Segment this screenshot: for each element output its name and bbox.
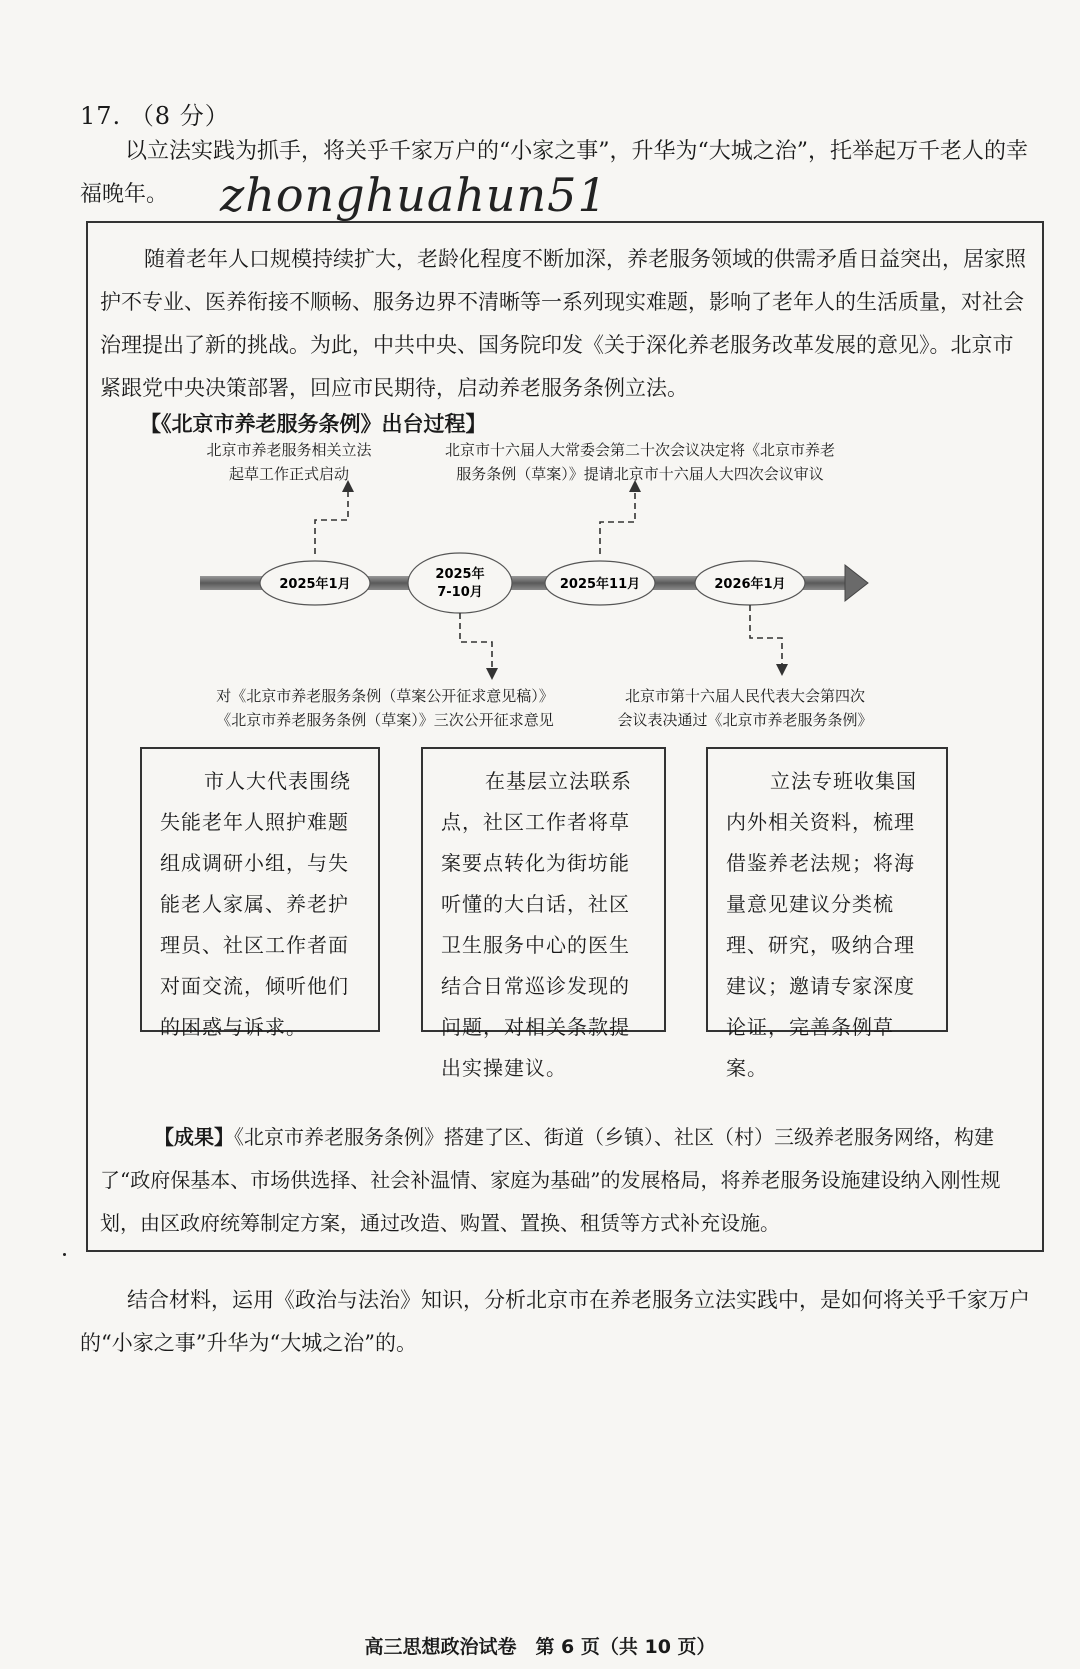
arrow-down-2 — [486, 668, 498, 680]
event-3 — [410, 438, 870, 486]
material-paragraph: 随着老年人口规模持续扩大，老龄化程度不断加深，养老服务领域的供需矛盾日益突出，居家照护不专业、医养衔接不顺畅、服务边界不清晰等一系列现实难题，影响了老年人的生活质量，对社会治理提出了新的挑战。为此，中共中央、国务院印发《关于深化养老服务改革发展的意见》。北京市紧跟党中央决策部署，回应市民期待，启动养老服务条例立法。 — [100, 247, 1026, 400]
practice-box-deputies: 市人大代表围绕失能老年人照护难题组成调研小组，与失能老人家属、养老护理员、社区工作者面对面交流，倾听他们的困惑与诉求。 — [140, 747, 380, 1032]
event-4-line1: 北京市第十六届人民代表大会第四次 — [624, 687, 865, 705]
event-4 — [600, 684, 890, 732]
connector-2 — [460, 613, 492, 670]
date-label-2a: 2025年 — [435, 567, 485, 582]
question-number — [80, 96, 230, 131]
event-3-line1: 北京市十六届人大常委会第二十次会议决定将《北京市养老 — [444, 441, 835, 459]
date-label-2b: 7-10月 — [437, 585, 483, 600]
question-intro: 以立法实践为抓手，将关乎千家万户的“小家之事”，升华为“大城之治”，托举起万千老人的幸福晚年。 — [80, 139, 1028, 207]
event-2-line2: 《北京市养老服务条例（草案）》三次公开征求意见 — [216, 711, 554, 729]
result-paragraph — [100, 1116, 1035, 1245]
connector-3 — [600, 490, 635, 554]
result-label: 【成果】 — [154, 1125, 234, 1149]
date-label-1: 2025年1月 — [279, 577, 351, 592]
practice-box-legislative-team: 立法专班收集国内外相关资料，梳理借鉴养老法规；将海量意见建议分类梳理、研究，吸纳合理建议；邀请专家深度论证，完善条例草案。 — [706, 747, 948, 1032]
arrow-down-4 — [776, 664, 788, 676]
page-footer: 高三思想政治试卷 第 6 页（共 10 页） — [364, 1636, 716, 1658]
event-1 — [196, 438, 382, 486]
date-node-2 — [408, 553, 512, 613]
event-1-line2: 起草工作正式启动 — [228, 465, 349, 483]
timeline-arrowhead — [845, 565, 868, 601]
task-question: 结合材料，运用《政治与法治》知识，分析北京市在养老服务立法实践中，是如何将关乎千家万户的“小家之事”升华为“大城之治”的。 — [80, 1288, 1030, 1355]
event-4-line2: 会议表决通过《北京市养老服务条例》 — [617, 711, 873, 729]
connector-1 — [315, 490, 348, 554]
question-index: 17. — [80, 102, 122, 130]
connector-4 — [750, 605, 782, 666]
event-1-line1: 北京市养老服务相关立法 — [206, 441, 372, 459]
timeline-title: 【《北京市养老服务条例》出台过程】 — [140, 412, 487, 436]
stray-dot — [63, 1253, 66, 1256]
date-label-3: 2025年11月 — [559, 577, 641, 592]
question-score: （8 分） — [129, 102, 230, 130]
event-3-line2: 服务条例（草案）》提请北京市十六届人大四次会议审议 — [456, 465, 824, 483]
result-text: 《北京市养老服务条例》搭建了区、街道（乡镇）、社区（村）三级养老服务网络，构建了“政府保基本、市场供选择、社会补温情、家庭为基础”的发展格局，将养老服务设施建设纳入刚性规划，由区政府统筹制定方案，通过改造、购置、置换、租赁等方式补充设施。 — [100, 1125, 1001, 1235]
practice-box-grassroots: 在基层立法联系点，社区工作者将草案要点转化为街坊能听懂的大白话，社区卫生服务中心的医生结合日常巡诊发现的问题，对相关条款提出实操建议。 — [421, 747, 666, 1032]
event-2 — [186, 684, 584, 732]
watermark: zhonghuahun51 — [220, 168, 608, 222]
date-label-4: 2026年1月 — [714, 577, 786, 592]
event-2-line1: 对《北京市养老服务条例（草案公开征求意见稿）》 — [216, 687, 554, 705]
